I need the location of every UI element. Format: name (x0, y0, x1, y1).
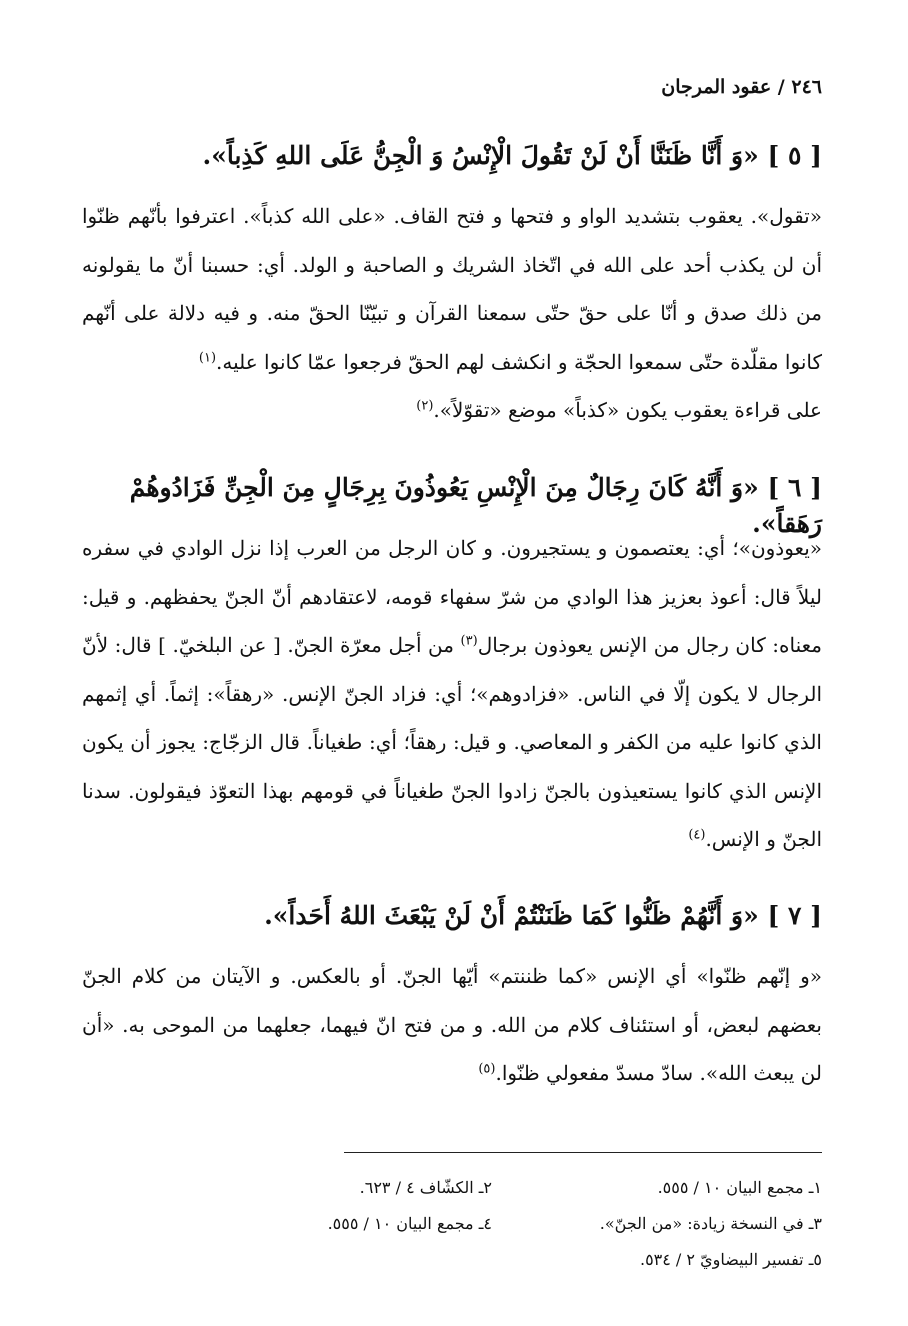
verse-text: «وَ أَنَّهُمْ ظَنُّوا كَمَا ظَنَنْتُمْ أَنْ لَنْ يَبْعَثَ اللهُ أَحَداً». (264, 901, 759, 930)
page-number: ٢٤٦ (791, 76, 822, 98)
footnote-1: ١ـ مجمع البيان ١٠ / ٥٥٥. (657, 1178, 822, 1197)
verse-heading-7 (82, 898, 822, 934)
verse-number: [ ٥ ] (767, 141, 822, 170)
paragraph-text: «و إنّهم ظنّوا» أي الإنس «كما ظننتم» أيّها الجنّ. أو بالعكس. و الآيتان من كلام الجنّ بعضهم لبعض، أو استئناف كلام من الله. و من فتح انّ فيهما، جعلهما من الموحى به. «أن لن يبعث الله». سادّ مسدّ مفعولي ظنّوا. (82, 964, 822, 1085)
footnote-ref: (٢) (416, 398, 434, 414)
running-header (661, 76, 822, 98)
footnote-ref: (٣) (460, 633, 478, 649)
commentary-paragraph (82, 524, 822, 864)
footnote-divider (344, 1152, 822, 1153)
verse-text: «وَ أَنَّهُ كَانَ رِجَالٌ مِنَ الْإِنْسِ يَعُوذُونَ بِرِجَالٍ مِنَ الْجِنِّ فَزَادُوهُمْ رَهَقاً». (129, 473, 822, 538)
footnote-ref: (٥) (478, 1061, 496, 1077)
footnote-3: ٣ـ في النسخة زيادة: «من الجنّ». (599, 1214, 822, 1233)
document-page (82, 0, 822, 1326)
paragraph-text: «يعوذون»؛ أي: يعتصمون و يستجيرون. و كان الرجل من العرب إذا نزل الوادي في سفره ليلاً قال: أعوذ بعزيز هذا الوادي من شرّ سفهاء قومه، لاعتقادهم أنّ الجنّ يحفظهم. و قيل: معناه: كان رجال من الإنس يعوذون برجال (82, 536, 822, 657)
paragraph-text: من أجل معرّة الجنّ. [ عن البلخيّ. ] قال: لأنّ الرجال لا يكون إلّا في الناس. «فزادوهم»؛ أي: فزاد الجنّ الإنس. «رهقاً»: إثماً. أي إثمهم الذي كانوا عليه من الكفر و المعاصي. و قيل: رهقاً؛ أي: طغياناً. قال الزجّاج: يجوز أن يكون الإنس الذي كانوا يستعيذون بالجنّ زادوا الجنّ طغياناً في قومهم بهذا التعوّذ فيقولون. سدنا الجنّ و الإنس. (82, 633, 822, 851)
verse-heading-5 (82, 138, 822, 174)
footnote-4: ٤ـ مجمع البيان ١٠ / ٥٥٥. (327, 1214, 492, 1233)
footnote-5: ٥ـ تفسير البيضاويّ ٢ / ٥٣٤. (639, 1250, 822, 1269)
header-separator: / (777, 76, 785, 98)
commentary-paragraph (82, 386, 822, 435)
verse-number: [ ٧ ] (767, 901, 822, 930)
footnote-ref: (١) (198, 349, 217, 365)
commentary-paragraph (82, 952, 822, 1098)
footnote-2: ٢ـ الكشّاف ٤ / ٦٢٣. (359, 1178, 492, 1197)
footnote-ref: (٤) (688, 827, 706, 843)
book-title: عقود المرجان (661, 76, 772, 98)
paragraph-text: «تقول». يعقوب بتشديد الواو و فتحها و فتح القاف. «على الله كذباً». اعترفوا بأنّهم ظنّوا أن لن يكذب أحد على الله في اتّخاذ الشريك و الصاحبة و الولد. أي: حسبنا أنّ ما يقولونه من ذلك صدق و أنّا على حقّ حتّى سمعنا القرآن و تبيّنّا الحقّ منه. و فيه دلالة على أنّهم كانوا مقلّدة حتّى سمعوا الحجّة و انكشف لهم الحقّ فرجعوا عمّا كانوا عليه. (82, 204, 822, 374)
commentary-paragraph (82, 192, 822, 386)
footnotes (82, 1170, 822, 1278)
verse-number: [ ٦ ] (767, 473, 822, 502)
verse-text: «وَ أَنَّا ظَنَنَّا أَنْ لَنْ تَقُولَ الْإِنْسُ وَ الْجِنُّ عَلَى اللهِ كَذِباً». (202, 141, 759, 170)
paragraph-text: على قراءة يعقوب يكون «كذباً» موضع «تقوّلاً». (433, 398, 822, 422)
